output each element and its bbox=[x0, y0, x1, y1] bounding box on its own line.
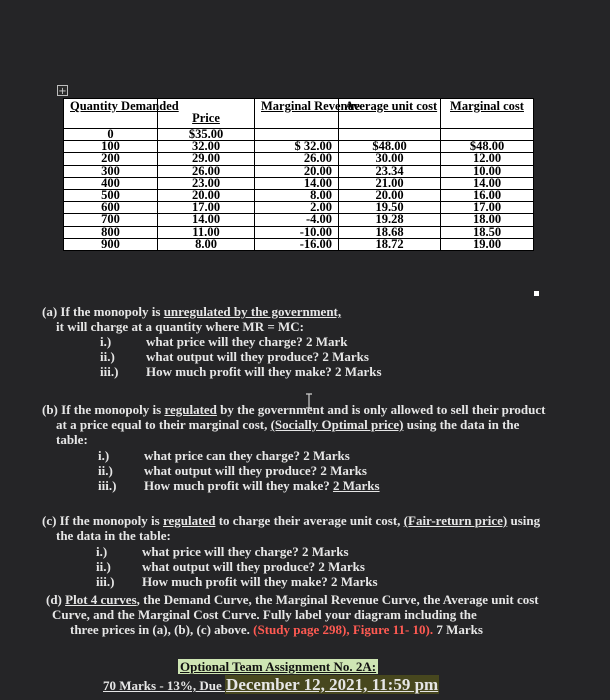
cell-average-unit-cost: 19.28 bbox=[339, 214, 441, 226]
table-row bbox=[64, 153, 534, 165]
part-b-line1: (b) If the monopoly is regulated by the government and is only allowed to sell their product bbox=[42, 402, 546, 417]
part-a-line2: it will charge at a quantity where MR = MC: bbox=[56, 319, 304, 334]
cell-average-unit-cost: 18.72 bbox=[339, 238, 441, 250]
part-c-item-3: iii.) How much profit will they make? 2 Marks bbox=[96, 574, 378, 589]
part-a-item-2: ii.) what output will they produce? 2 Marks bbox=[100, 349, 369, 364]
header-price: Price bbox=[158, 99, 255, 129]
cell-quantity: 700 bbox=[64, 214, 158, 226]
part-b-item-3: iii.) How much profit will they make? 2 Marks bbox=[98, 478, 380, 493]
cell-price: 32.00 bbox=[158, 141, 255, 153]
due-line: 70 Marks - 13%, Due December 12, 2021, 11:59 pm bbox=[103, 675, 439, 694]
cell-price: 29.00 bbox=[158, 153, 255, 165]
cell-price: 26.00 bbox=[158, 165, 255, 177]
part-b-item-1: i.) what price can they charge? 2 Marks bbox=[98, 448, 350, 463]
part-d-line1: (d) Plot 4 curves, the Demand Curve, the Marginal Revenue Curve, the Average unit cost bbox=[46, 592, 539, 607]
cell-marginal-cost: $48.00 bbox=[441, 141, 534, 153]
cell-price: 8.00 bbox=[158, 238, 255, 250]
header-marginal-cost: Marginal cost bbox=[441, 99, 534, 129]
cell-marginal-cost: 17.00 bbox=[441, 202, 534, 214]
cell-marginal-revenue: -10.00 bbox=[255, 226, 339, 238]
cell-quantity: 400 bbox=[64, 177, 158, 189]
cell-marginal-revenue: -16.00 bbox=[255, 238, 339, 250]
cell-average-unit-cost: 23.34 bbox=[339, 165, 441, 177]
part-d-line3: three prices in (a), (b), (c) above. (Study page 298), Figure 11- 10). 7 Marks bbox=[70, 622, 483, 637]
cell-marginal-cost: 10.00 bbox=[441, 165, 534, 177]
part-b-line3: table: bbox=[56, 432, 88, 447]
cell-marginal-cost: 19.00 bbox=[441, 238, 534, 250]
cell-marginal-cost: 16.00 bbox=[441, 189, 534, 201]
cell-price: 23.00 bbox=[158, 177, 255, 189]
cell-marginal-cost: 18.50 bbox=[441, 226, 534, 238]
part-b-line2: at a price equal to their marginal cost, (Socially Optimal price) using the data in the bbox=[56, 417, 520, 432]
table-row bbox=[64, 214, 534, 226]
table-row bbox=[64, 189, 534, 201]
cell-marginal-revenue: 14.00 bbox=[255, 177, 339, 189]
header-marginal-revenue: Marginal Revenue bbox=[255, 99, 339, 129]
cell-average-unit-cost: 30.00 bbox=[339, 153, 441, 165]
cell-quantity: 300 bbox=[64, 165, 158, 177]
cell-price: 17.00 bbox=[158, 202, 255, 214]
assignment-title: Optional Team Assignment No. 2A: bbox=[180, 659, 377, 674]
header-quantity: Quantity Demanded bbox=[64, 99, 158, 129]
cell-price: 20.00 bbox=[158, 189, 255, 201]
cell-quantity: 600 bbox=[64, 202, 158, 214]
table-row bbox=[64, 226, 534, 238]
cell-marginal-revenue: 2.00 bbox=[255, 202, 339, 214]
cell-average-unit-cost: $48.00 bbox=[339, 141, 441, 153]
cell-price: 14.00 bbox=[158, 214, 255, 226]
cell-price: $35.00 bbox=[158, 129, 255, 141]
table-row bbox=[64, 238, 534, 250]
table-move-handle-icon[interactable]: + bbox=[58, 86, 67, 97]
cell-marginal-revenue: 20.00 bbox=[255, 165, 339, 177]
part-c-item-2: ii.) what output will they produce? 2 Marks bbox=[96, 559, 365, 574]
table-row bbox=[64, 141, 534, 153]
cell-marginal-revenue: 26.00 bbox=[255, 153, 339, 165]
table-row bbox=[64, 202, 534, 214]
cell-marginal-cost: 18.00 bbox=[441, 214, 534, 226]
part-a-item-1: i.) what price will they charge? 2 Mark bbox=[100, 334, 348, 349]
part-d-line2: Curve, and the Marginal Cost Curve. Fully label your diagram including the bbox=[52, 607, 477, 622]
part-c-line2: the data in the table: bbox=[56, 528, 171, 543]
table-header-row bbox=[64, 99, 534, 129]
table-resize-handle[interactable] bbox=[534, 291, 539, 296]
cell-quantity: 500 bbox=[64, 189, 158, 201]
cell-marginal-cost: 14.00 bbox=[441, 177, 534, 189]
cell-average-unit-cost: 21.00 bbox=[339, 177, 441, 189]
cell-average-unit-cost: 19.50 bbox=[339, 202, 441, 214]
cell-quantity: 200 bbox=[64, 153, 158, 165]
cell-average-unit-cost: 20.00 bbox=[339, 189, 441, 201]
cell-quantity: 900 bbox=[64, 238, 158, 250]
header-average-unit-cost: Average unit cost bbox=[339, 99, 441, 129]
data-table bbox=[63, 98, 534, 251]
cell-average-unit-cost: 18.68 bbox=[339, 226, 441, 238]
part-a-line1: (a) If the monopoly is unregulated by the government, bbox=[42, 304, 342, 319]
part-c-item-1: i.) what price will they charge? 2 Marks bbox=[96, 544, 349, 559]
cell-quantity: 800 bbox=[64, 226, 158, 238]
part-b-item-2: ii.) what output will they produce? 2 Marks bbox=[98, 463, 367, 478]
part-c-line1: (c) If the monopoly is regulated to charge their average unit cost, (Fair-return price) using bbox=[42, 513, 541, 528]
cell-marginal-revenue: 8.00 bbox=[255, 189, 339, 201]
cell-quantity: 100 bbox=[64, 141, 158, 153]
table-row bbox=[64, 165, 534, 177]
table-row bbox=[64, 177, 534, 189]
cell-price: 11.00 bbox=[158, 226, 255, 238]
part-a-item-3: iii.) How much profit will they make? 2 Marks bbox=[100, 364, 382, 379]
cell-marginal-revenue: -4.00 bbox=[255, 214, 339, 226]
due-date: December 12, 2021, 11:59 pm bbox=[226, 675, 439, 694]
cell-marginal-cost: 12.00 bbox=[441, 153, 534, 165]
cell-marginal-revenue: $ 32.00 bbox=[255, 141, 339, 153]
cell-quantity: 0 bbox=[64, 129, 158, 141]
